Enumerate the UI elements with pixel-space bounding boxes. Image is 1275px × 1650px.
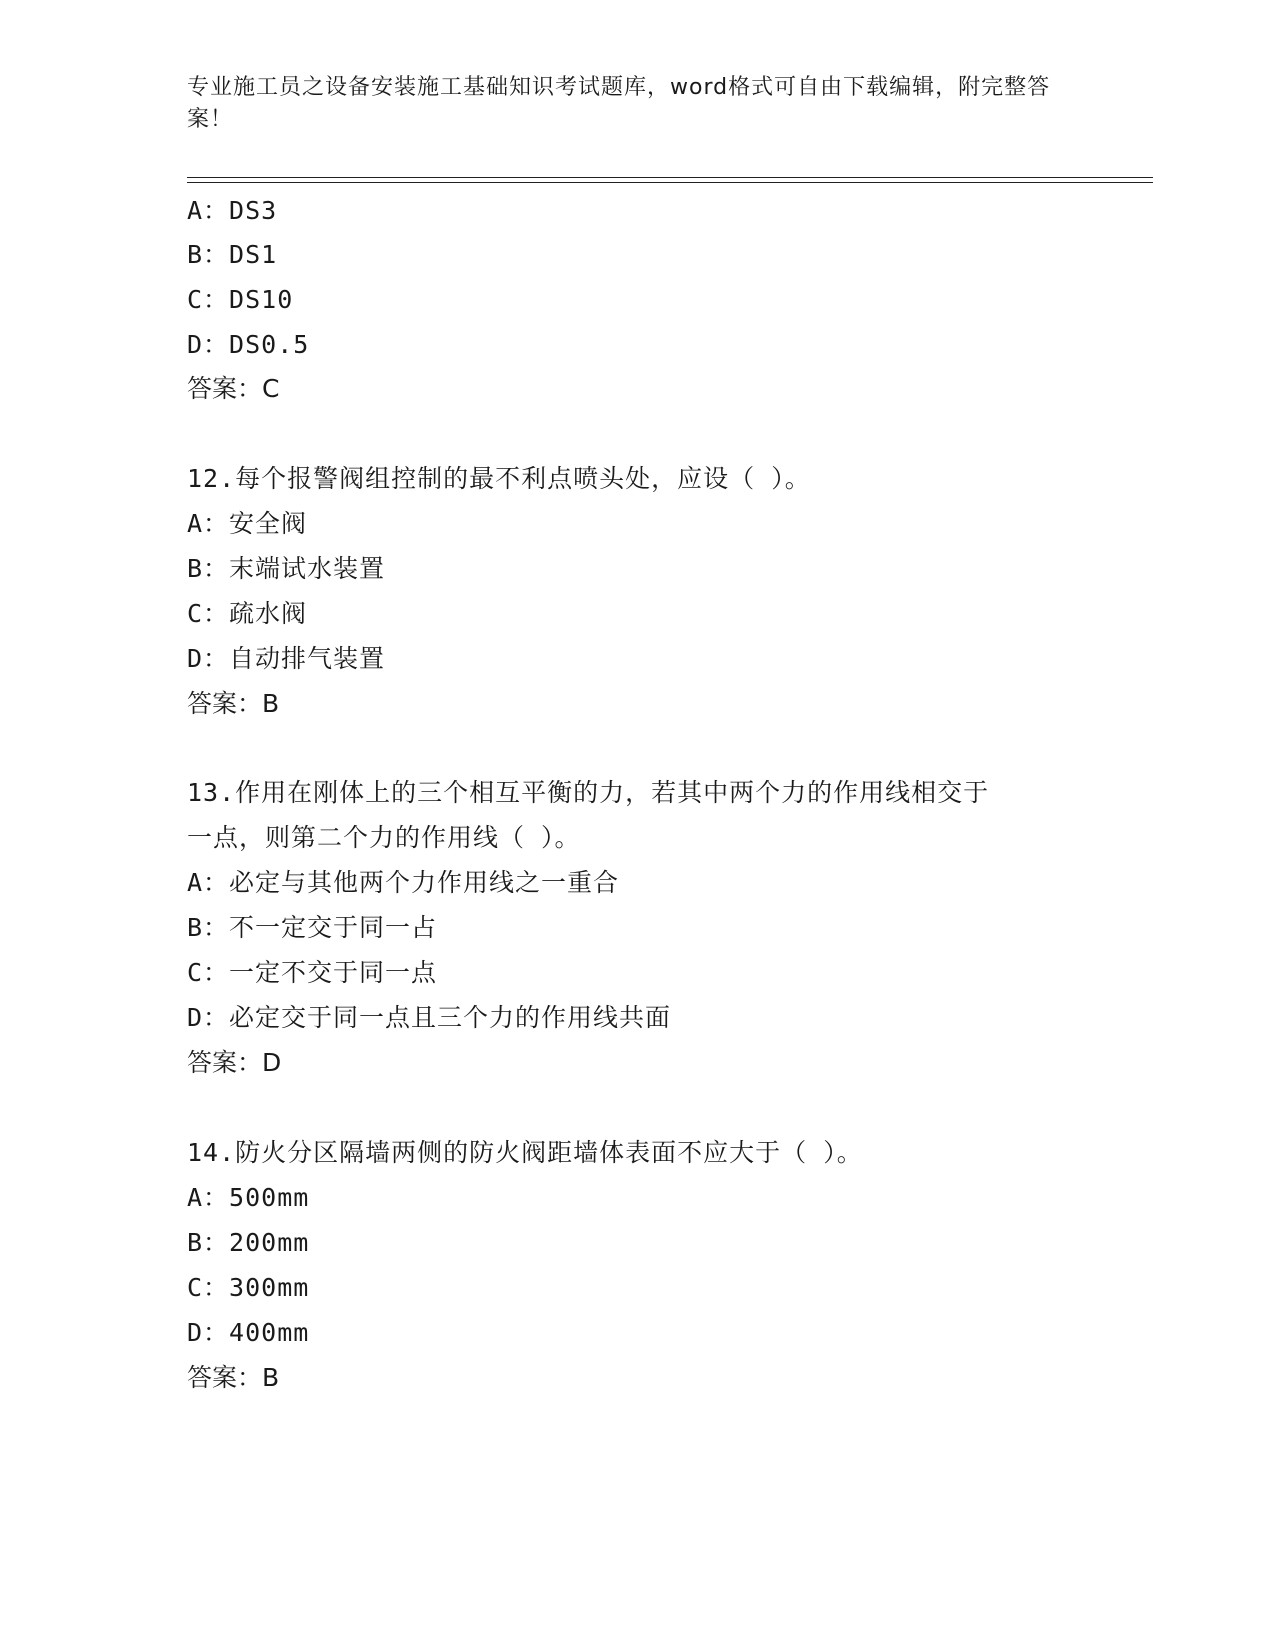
q11-answer: 答案：C: [187, 374, 280, 403]
q14-question: 14.防火分区隔墙两侧的防火阀距墙体表面不应大于（ ）。: [187, 1138, 863, 1167]
header-divider-bottom: [187, 182, 1153, 183]
q11-option-d: D：DS0.5: [187, 330, 310, 359]
q13-question-line1: 13.作用在刚体上的三个相互平衡的力，若其中两个力的作用线相交于: [187, 778, 990, 807]
q13-answer: 答案：D: [187, 1048, 282, 1077]
q14-option-a: A：500mm: [187, 1183, 310, 1212]
q13-option-b: B：不一定交于同一占: [187, 913, 438, 942]
header-divider-top: [187, 177, 1153, 178]
q11-option-b: B：DS1: [187, 240, 278, 269]
q13-option-c: C：一定不交于同一点: [187, 958, 438, 987]
q12-answer: 答案：B: [187, 689, 280, 718]
q13-question-line2: 一点，则第二个力的作用线（ ）。: [187, 823, 581, 852]
q12-question: 12.每个报警阀组控制的最不利点喷头处，应设（ ）。: [187, 464, 811, 493]
q12-option-c: C：疏水阀: [187, 599, 308, 628]
q11-option-a: A：DS3: [187, 196, 278, 225]
q13-option-d: D：必定交于同一点且三个力的作用线共面: [187, 1003, 672, 1032]
q12-option-b: B：末端试水装置: [187, 554, 386, 583]
q14-option-b: B：200mm: [187, 1228, 310, 1257]
q14-option-c: C：300mm: [187, 1273, 310, 1302]
q13-option-a: A：必定与其他两个力作用线之一重合: [187, 868, 620, 897]
q12-option-d: D：自动排气装置: [187, 644, 386, 673]
q14-answer: 答案：B: [187, 1363, 280, 1392]
q14-option-d: D：400mm: [187, 1318, 310, 1347]
q11-option-c: C：DS10: [187, 285, 294, 314]
q12-option-a: A：安全阀: [187, 509, 308, 538]
document-header: 专业施工员之设备安装施工基础知识考试题库，word格式可自由下载编辑，附完整答案！: [187, 75, 1051, 132]
